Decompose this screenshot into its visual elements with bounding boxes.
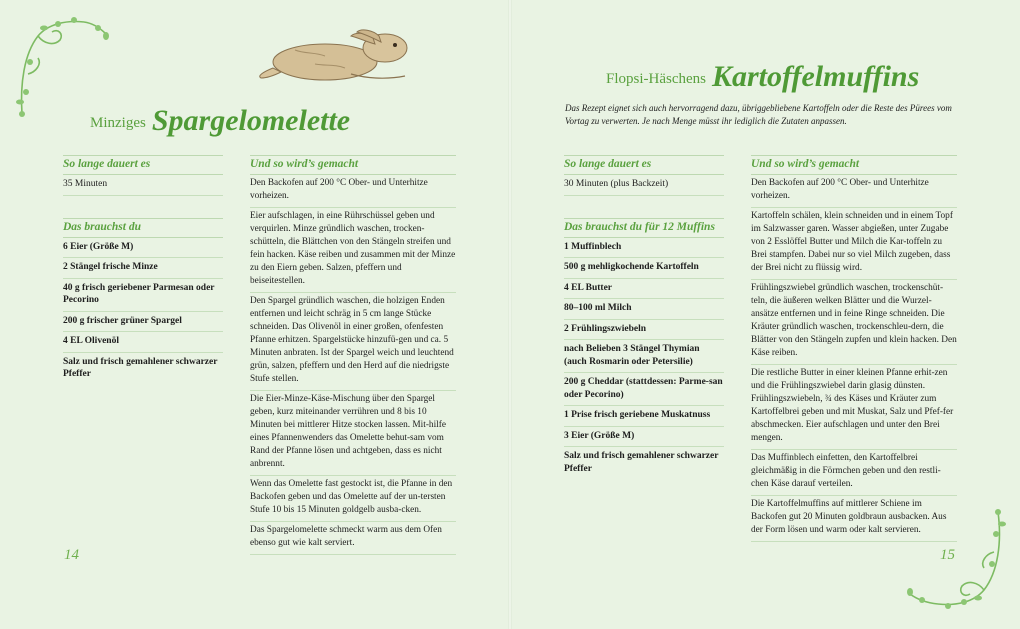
method-step: Den Backofen auf 200 °C Ober- und Unterhitze vorheizen. — [250, 175, 456, 208]
ingredients-heading: Das brauchst du — [63, 218, 223, 238]
ingredient-item: Salz und frisch gemahlener schwarzer Pfeffer — [564, 451, 719, 474]
time-heading: So lange dauert es — [63, 155, 223, 175]
rabbit-illustration-icon — [255, 28, 417, 86]
ingredient-item: 4 EL Butter — [564, 279, 724, 300]
ingredient-item: nach Belieben 3 Stängel Thymian (auch Rosmarin oder Petersilie) — [564, 340, 724, 373]
method-step: Den Backofen auf 200 °C Ober- und Unterhitze vorheizen. — [751, 175, 957, 208]
ingredient-item: 1 Muffinblech — [564, 238, 724, 259]
time-heading: So lange dauert es — [564, 155, 724, 175]
recipe-intro: Das Rezept eignet sich auch hervorragend dazu, übriggebliebene Kartoffeln oder die Reste des Pürees vom Vortag zu verwerten. Je nach Menge müsst ihr lediglich die Zutaten anpassen. — [565, 103, 952, 126]
method-step: Die Eier-Minze-Käse-Mischung über den Spargel geben, kurz miteinander verrühren und 8 bis 10 Minuten bei mittlerer Hitze stocken lassen. Mit-hilfe eines Pfannenwenders das Omelette behut-sam vom Rand der Pfanne lösen und achtgeben, dass es nicht anbrennt. — [250, 391, 456, 476]
ingredient-item: 3 Eier (Größe M) — [564, 427, 724, 448]
title-prefix: Flopsi-Häschens — [606, 71, 706, 87]
ingredient-item: 200 g Cheddar (stattdessen: Parme-san oder Pecorino) — [564, 373, 724, 406]
method-heading: Und so wird’s gemacht — [751, 155, 957, 175]
right-page — [510, 0, 1020, 629]
ingredients-column — [63, 155, 223, 385]
recipe-title — [90, 94, 350, 138]
title-prefix: Minziges — [90, 115, 146, 131]
time-value: 35 Minuten — [63, 175, 223, 196]
method-step: Das Muffinblech einfetten, den Kartoffelbrei gleichmäßig in die Förmchen geben und den restli-chen Käse darauf verteilen. — [751, 450, 957, 496]
ingredient-item: 40 g frisch geriebener Parmesan oder Pecorino — [63, 279, 223, 312]
method-step: Die Kartoffelmuffins auf mittlerer Schiene im Backofen gut 20 Minuten goldbraun ausbacken. Aus der Form lösen und warm oder kalt servieren. — [751, 496, 957, 542]
time-value: 30 Minuten (plus Backzeit) — [564, 175, 724, 196]
method-step: Eier aufschlagen, in eine Rührschüssel geben und verquirlen. Minze gründlich waschen, trocken-schütteln, die Blättchen von den Stängeln streifen und fein hacken. Käse reiben und zusammen mit der Minze zu den Eiern geben. Salzen, pfeffern und beiseitestellen. — [250, 208, 456, 293]
ingredient-item: Salz und frisch gemahlener schwarzer Pfeffer — [63, 356, 218, 379]
floral-ornament-icon — [898, 508, 1010, 612]
method-step: Frühlingszwiebel gründlich waschen, trockenschüt-teln, die äußeren welken Blätter und die Wurzel-ansätze entfernen und in feine Ringe schneiden. Die Kräuter gründlich waschen, trockenschleu-dern, die Blätter von den Stängeln zupfen und klein hacken. Den Käse reiben. — [751, 280, 957, 365]
ingredient-item: 200 g frischer grüner Spargel — [63, 312, 223, 333]
page-number: 14 — [64, 547, 79, 563]
ingredients-column — [564, 155, 724, 479]
page-number: 15 — [940, 547, 955, 563]
method-step: Kartoffeln schälen, klein schneiden und in einem Topf im Salzwasser garen. Wasser abgießen, unter Zugabe von 2 Esslöffel Butter und Milch die Kar-toffeln zu Brei stampfen. Dabei nur so viel Milch zugeben, dass der Brei nicht zu flüssig wird. — [751, 208, 957, 280]
recipe-title — [606, 54, 919, 94]
method-step: Wenn das Omelette fast gestockt ist, die Pfanne in den Backofen geben und das Omelette auf der un-tersten Stufe 10 bis 15 Minuten goldgelb ausba-cken. — [250, 476, 456, 522]
ingredient-item: 1 Prise frisch geriebene Muskatnuss — [564, 406, 724, 427]
method-column — [751, 155, 957, 542]
ingredient-item: 2 Frühlingszwiebeln — [564, 320, 724, 341]
method-step: Die restliche Butter in einer kleinen Pfanne erhit-zen und die Frühlingszwiebel darin glasig dünsten. Frühlingszwiebeln, ¾ des Käses und Kräuter zum Kartoffelbrei geben und mit Muskat, Salz und Pfef-fer abschmecken. Eier aufschlagen und unter den Brei mengen. — [751, 365, 957, 450]
method-step: Den Spargel gründlich waschen, die holzigen Enden entfernen und leicht schräg in 5 cm lange Stücke schneiden. Das Olivenöl in einer großen, ofenfesten Pfanne erhitzen. Spargelstücke hinzufü-gen und ca. 5 Minuten anbraten. Ist der Spargel weich und leuchtend grün, salzen, pfeffern und den Herd auf die niedrigste Stufe stellen. — [250, 293, 456, 391]
title-main: Kartoffelmuffins — [712, 60, 920, 93]
method-column — [250, 155, 456, 555]
ingredient-item: 6 Eier (Größe M) — [63, 238, 223, 259]
ingredient-item: 80–100 ml Milch — [564, 299, 724, 320]
ingredient-item: 2 Stängel frische Minze — [63, 258, 223, 279]
method-step: Das Spargelomelette schmeckt warm aus dem Ofen ebenso gut wie kalt serviert. — [250, 522, 456, 555]
ingredients-heading: Das brauchst du für 12 Muffins — [564, 218, 724, 238]
ingredient-item: 4 EL Olivenöl — [63, 332, 223, 353]
ingredient-item: 500 g mehligkochende Kartoffeln — [564, 258, 724, 279]
method-heading: Und so wird’s gemacht — [250, 155, 456, 175]
title-main: Spargelomelette — [151, 104, 351, 137]
